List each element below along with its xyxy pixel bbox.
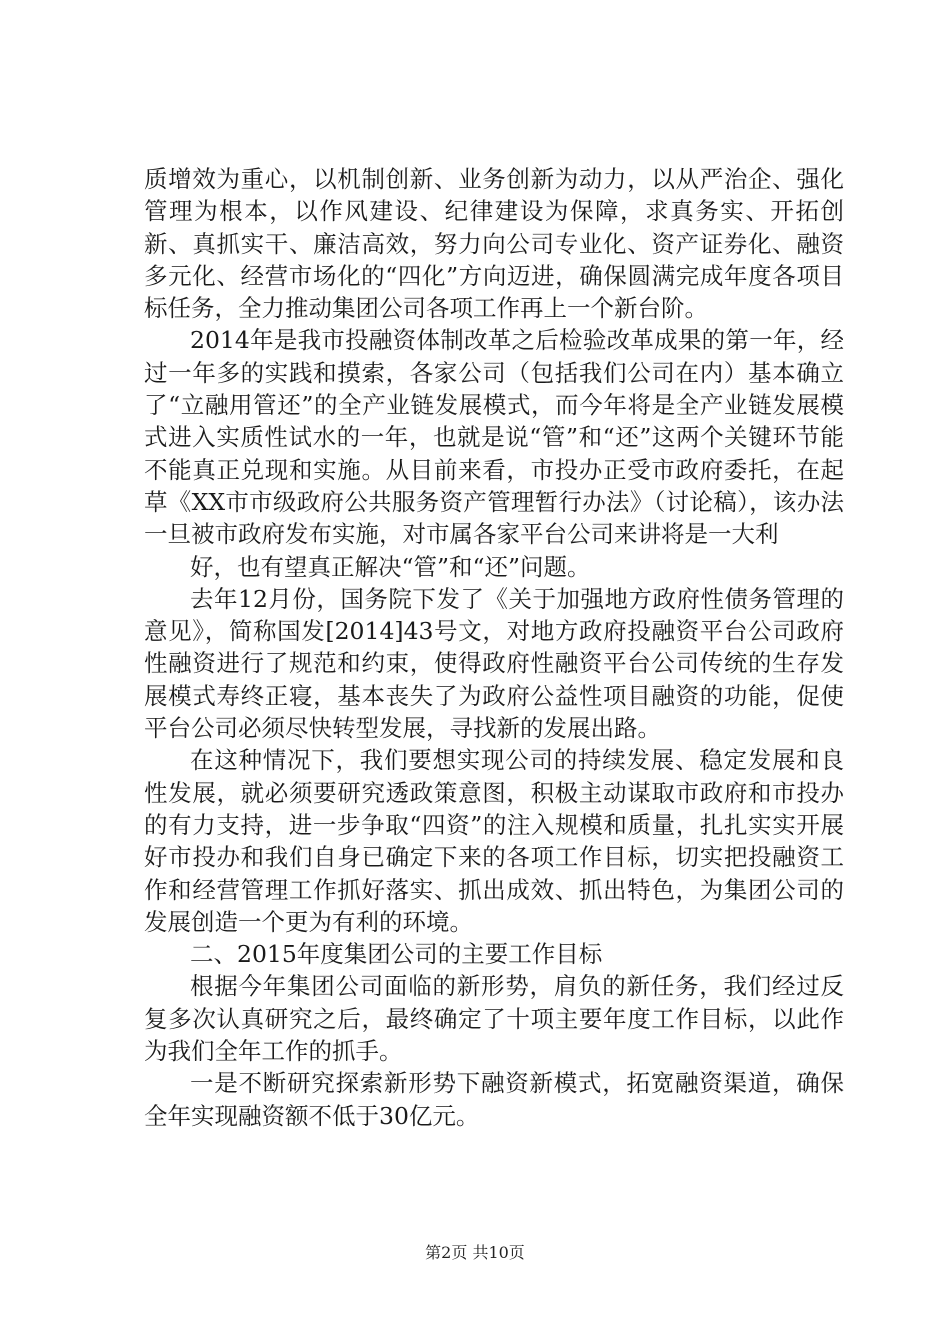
paragraph-situation: 在这种情况下，我们要想实现公司的持续发展、稳定发展和良性发展，就必须要研究透政策意图，积极主动谋取市政府和市投办的有力支持，进一步争取“四资”的注入规模和质量，扎扎实实开展好市投办和我们自身已确定下来的各项工作目标，切实把投融资工作和经营管理工作抓好落实、抓出成效、抓出特色，为集团公司的发展创造一个更为有利的环境。	[144, 746, 844, 936]
paragraph-goals-intro: 根据今年集团公司面临的新形势，肩负的新任务，我们经过反复多次认真研究之后，最终确定了十项主要年度工作目标，以此作为我们全年工作的抓手。	[144, 972, 844, 1066]
paragraph-2014-reform: 2014年是我市投融资体制改革之后检验改革成果的第一年，经过一年多的实践和摸索，各家公司（包括我们公司在内）基本确立了“立融用管还”的全产业链发展模式，而今年将是全产业链发展模式进入实质性试水的一年，也就是说“管”和“还”这两个关键环节能不能真正兑现和实施。从目前来看，市投办正受市政府委托，在起草《XX市市级政府公共服务资产管理暂行办法》（讨论稿），该办法一旦被市政府发布实施，对市属各家平台公司来讲将是一大利	[144, 326, 844, 549]
document-body	[144, 163, 844, 1132]
paragraph-goal-one: 一是不断研究探索新形势下融资新模式，拓宽融资渠道，确保全年实现融资额不低于30亿元。	[144, 1069, 844, 1130]
paragraph-fragment: 好，也有望真正解决“管”和“还”问题。	[190, 552, 591, 581]
section-heading: 二、2015年度集团公司的主要工作目标	[190, 940, 603, 969]
paragraph-continuation: 质增效为重心，以机制创新、业务创新为动力，以从严治企、强化管理为根本，以作风建设、纪律建设为保障，求真务实、开拓创新、真抓实干、廉洁高效，努力向公司专业化、资产证券化、融资多元化、经营市场化的“四化”方向迈进，确保圆满完成年度各项目标任务，全力推动集团公司各项工作再上一个新台阶。	[144, 165, 844, 323]
paragraph-state-council: 去年12月份，国务院下发了《关于加强地方政府性债务管理的意见》，简称国发[2014]43号文，对地方政府投融资平台公司政府性融资进行了规范和约束，使得政府性融资平台公司传统的生存发展模式寿终正寝，基本丧失了为政府公益性项目融资的功能，促使平台公司必须尽快转型发展，寻找新的发展出路。	[144, 584, 844, 743]
page-footer: 第2页 共10页	[425, 1243, 525, 1262]
